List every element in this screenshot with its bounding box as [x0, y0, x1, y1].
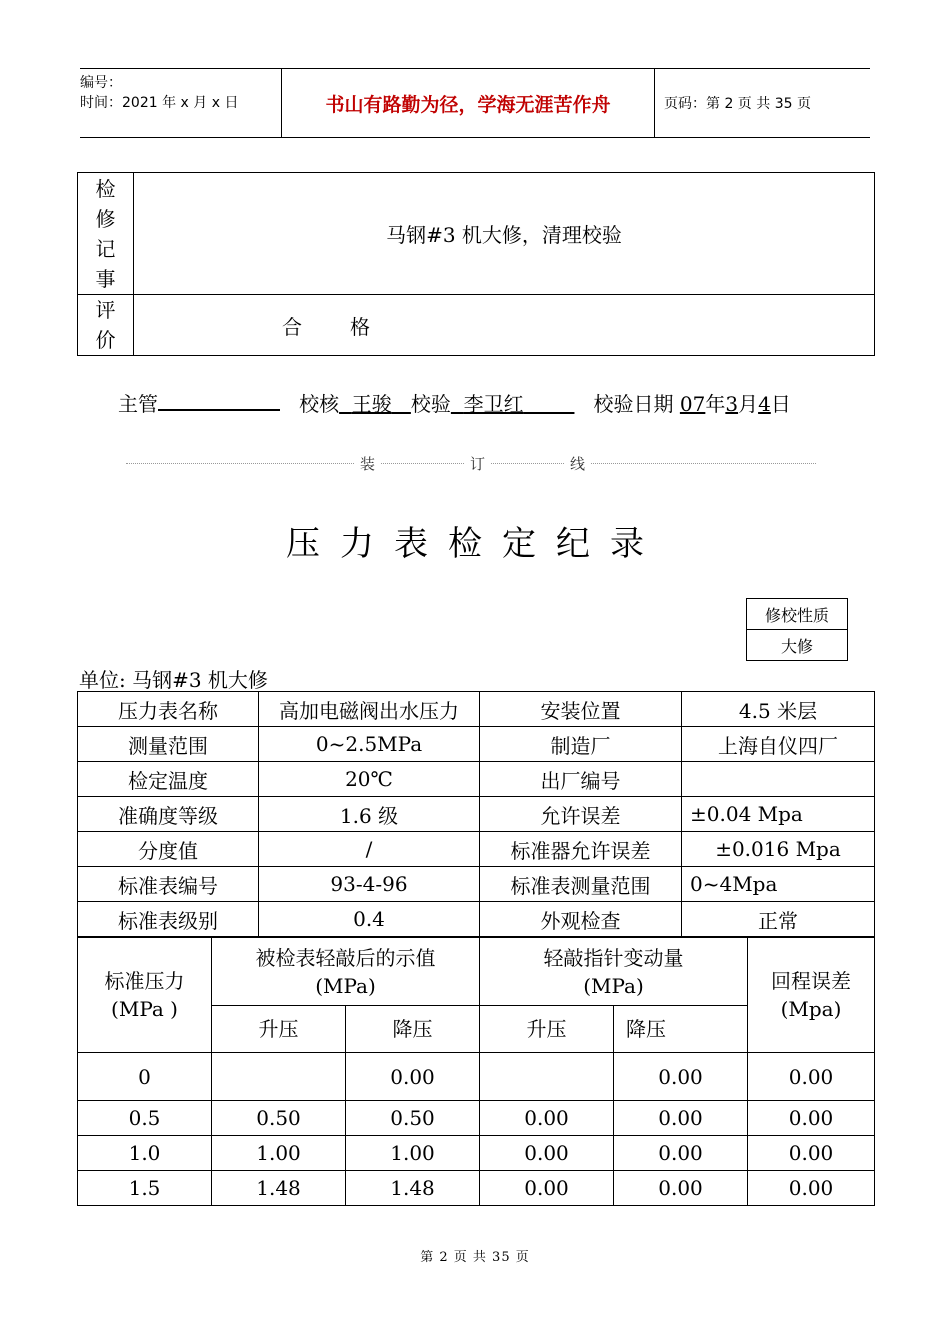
header-tap-change: 轻敲指针变动量 (MPa)	[480, 938, 748, 1006]
table-row: 压力表名称 高加电磁阀出水压力 安装位置 4.5 米层	[78, 692, 875, 727]
review-label: 校核	[299, 392, 340, 416]
doc-number-label: 编号：	[80, 75, 122, 91]
repair-record-text: 马钢#3 机大修，清理校验	[134, 173, 874, 295]
date-month: 3	[725, 392, 739, 416]
repair-nature-value: 大修	[780, 636, 813, 656]
repair-record-box	[77, 172, 875, 356]
header-down-2: 降压	[614, 1006, 748, 1053]
gauge-info-table	[77, 691, 875, 937]
date-year: 07	[679, 392, 706, 416]
verify-label: 校验	[410, 392, 451, 416]
header-page-info: 页码：第 2 页 共 35 页	[664, 96, 811, 112]
repair-nature-label: 修校性质	[747, 599, 847, 630]
header-motto: 书山有路勤为径，学海无涯苦作舟	[281, 69, 655, 137]
supervisor-label: 主管	[118, 392, 158, 416]
repair-record-label: 检 修 记 事	[78, 173, 134, 295]
header-meta	[80, 69, 280, 141]
unit-label: 单位: 马钢#3 机大修	[79, 668, 268, 692]
date-label: 校验日期	[593, 392, 674, 416]
header-return-error: 回程误差 (Mpa)	[748, 938, 875, 1053]
calibration-data-table	[77, 937, 875, 1206]
supervisor-blank	[158, 393, 280, 411]
binding-char-1: 装	[354, 453, 381, 474]
binding-line	[126, 451, 816, 475]
header-up-2: 升压	[480, 1006, 614, 1053]
header-std-pressure: 标准压力 (MPa )	[78, 938, 212, 1053]
repair-nature-box	[746, 598, 848, 661]
date-day: 4	[758, 392, 771, 416]
table-header-row	[78, 938, 875, 1006]
evaluation-label: 评 价	[78, 295, 134, 355]
table-row: 1.5 1.48 1.48 0.00 0.00 0.00	[78, 1171, 875, 1206]
table-row: 分度值 / 标准器允许误差 ±0.016 Mpa	[78, 832, 875, 867]
page-title: 压力表检定纪录	[286, 524, 664, 564]
table-row: 0.5 0.50 0.50 0.00 0.00 0.00	[78, 1101, 875, 1136]
table-row: 标准表级别 0.4 外观检查 正常	[78, 902, 875, 937]
page-header	[80, 68, 870, 138]
table-row: 0 0.00 0.00 0.00	[78, 1053, 875, 1101]
table-row: 测量范围 0~2.5MPa 制造厂 上海自仪四厂	[78, 727, 875, 762]
table-row: 标准表编号 93-4-96 标准表测量范围 0~4Mpa	[78, 867, 875, 902]
binding-char-2: 订	[464, 453, 491, 474]
table-row: 准确度等级 1.6 级 允许误差 ±0.04 Mpa	[78, 797, 875, 832]
reviewer-name: 王骏	[351, 392, 392, 416]
signature-line: 主管 校核 王骏 校验 李卫红 校验日期 07年3月4日	[118, 392, 791, 416]
header-reading: 被检表轻敲后的示值 (MPa)	[212, 938, 480, 1006]
header-up-1: 升压	[212, 1006, 346, 1053]
verifier-name: 李卫红	[463, 392, 524, 416]
evaluation-text: 合格	[282, 314, 418, 339]
page-footer: 第 2 页 共 35 页	[420, 1250, 530, 1265]
table-row: 1.0 1.00 1.00 0.00 0.00 0.00	[78, 1136, 875, 1171]
doc-time-label: 时间：2021 年 x 月 x 日	[80, 95, 239, 111]
evaluation-cell	[134, 295, 874, 355]
header-down-1: 降压	[346, 1006, 480, 1053]
table-row: 检定温度 20℃ 出厂编号	[78, 762, 875, 797]
binding-char-3: 线	[564, 453, 591, 474]
